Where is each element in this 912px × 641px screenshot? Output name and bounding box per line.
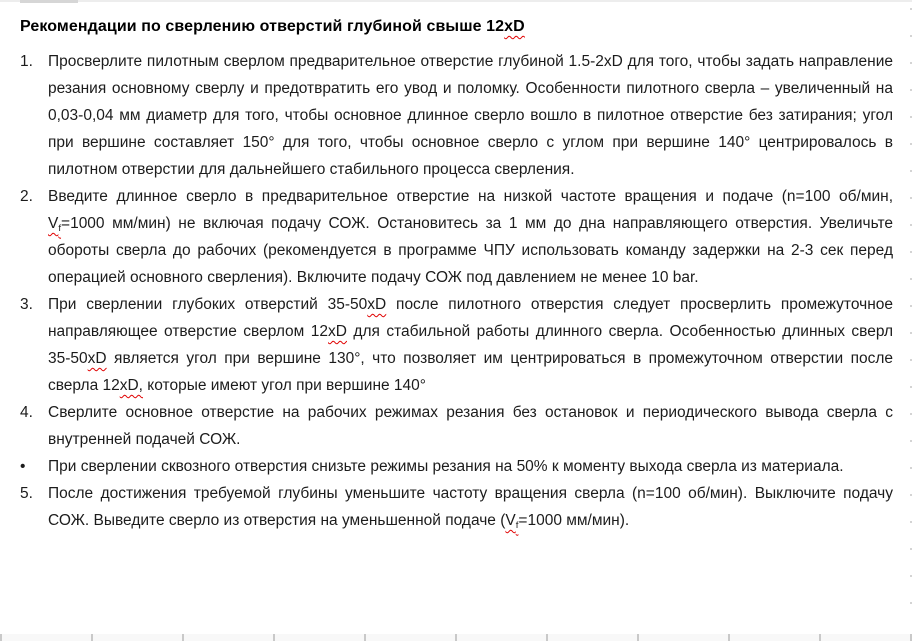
spellcheck-flagged-text: xD (504, 18, 525, 35)
spellcheck-flagged-text: xD (367, 296, 387, 313)
list-item (20, 453, 893, 480)
list-item-text (48, 291, 893, 399)
list-item (20, 480, 893, 534)
text-run: При сверлении глубоких отверстий 35-50 (48, 296, 368, 313)
text-run: которые имеют угол при вершине 140° (142, 377, 426, 394)
text-run: Рекомендации по сверлению отверстий глубиной свыше 12 (20, 18, 505, 35)
spellcheck-flagged-text: xD, (119, 377, 143, 394)
list-item-text (48, 453, 893, 480)
list-item-marker: 1. (20, 53, 33, 70)
text-run: Введите длинное сверло в предварительное отверстие на низкой частоте вращения и подаче (n=100 об/мин, (48, 188, 893, 205)
spellcheck-flagged-text: V (505, 512, 516, 529)
list-item (20, 399, 893, 453)
list-item-text (48, 399, 893, 453)
text-run: =1000 мм/мин) не включая подачу СОЖ. Остановитесь за 1 мм до дна направляющего отверстия. Увеличьте обороты сверла до рабочих (рекомендуется в программе ЧПУ использовать команду задержки на 2-3 сек перед операцией основного сверления). Включите подачу СОЖ под давлением не менее 10 bar. (48, 215, 893, 286)
list-item-marker: 3. (20, 296, 33, 313)
list-item (20, 183, 893, 291)
text-run: При сверлении сквозного отверстия снизьте режимы резания на 50% к моменту выхода сверла из материала. (48, 458, 844, 475)
text-run: после пилотного отверстия следует просверлить промежуточное направляющее отверстие сверлом 12 (48, 296, 894, 340)
top-edge-artifact (0, 0, 912, 2)
bottom-edge-bar (0, 634, 912, 641)
list-item-text (48, 480, 893, 534)
top-edge-artifact-dark (20, 0, 78, 3)
spellcheck-flagged-text: xD (87, 350, 107, 367)
spellcheck-flagged-text: xD (328, 323, 347, 340)
recommendations-list (20, 48, 893, 534)
list-item-marker: 2. (20, 188, 33, 205)
list-item-marker: • (20, 458, 26, 475)
list-item-text (48, 183, 893, 291)
spellcheck-flagged-text: f (515, 519, 519, 531)
text-run: После достижения требуемой глубины уменьшите частоту вращения сверла (n=100 об/мин). Выключите подачу СОЖ. Выведите сверло из отверстия на уменьшенной подаче ( (48, 485, 893, 529)
list-item-marker: 5. (20, 485, 33, 502)
text-run: Сверлите основное отверстие на рабочих режимах резания без остановок и периодического вывода сверла с внутренней подачей СОЖ. (48, 404, 893, 448)
list-item (20, 291, 893, 399)
text-run: для стабильной работы длинного сверла. Особенностью длинных сверл 35-50 (48, 323, 893, 367)
spellcheck-flagged-text: f (58, 222, 62, 234)
list-item-text (48, 48, 893, 183)
document-title (20, 13, 893, 40)
text-run: =1000 мм/мин). (518, 512, 630, 529)
list-item-marker: 4. (20, 404, 33, 421)
list-item (20, 48, 893, 183)
spellcheck-flagged-text: V (48, 215, 59, 232)
text-run: является угол при вершине 130°, что позволяет им центрироваться в промежуточном отверстии после сверла 12 (48, 350, 893, 394)
text-run: Просверлите пилотным сверлом предварительное отверстие глубиной 1.5-2xD для того, чтобы задать направление резания основному сверлу и предотвратить его увод и поломку. Особенности пилотного сверла – увеличенный на 0,03-0,04 мм диаметр для того, чтобы основное длинное сверло вошло в пилотное отверстие без затирания; угол при вершине составляет 150° для того, чтобы основное сверло с углом при вершине 140° центрировалось в пилотном отверстии для дальнейшего стабильного процесса сверления. (48, 53, 893, 178)
